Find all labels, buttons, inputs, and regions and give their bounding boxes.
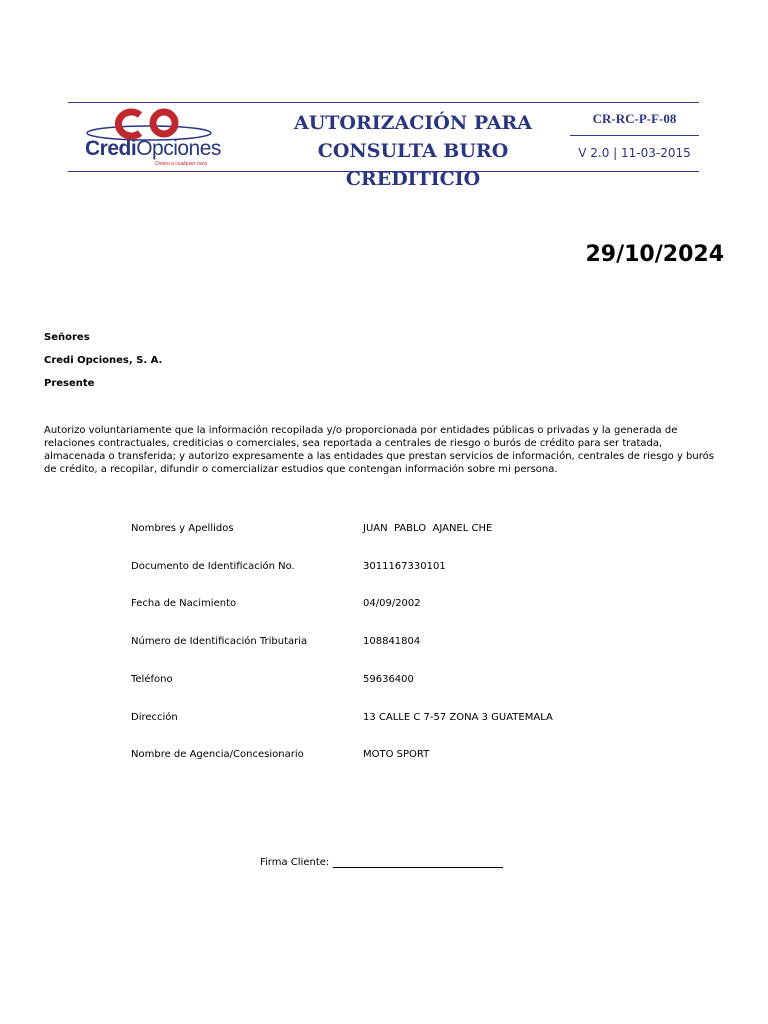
field-value: 13 CALLE C 7-57 ZONA 3 GUATEMALA [363, 712, 553, 723]
logo-wordmark [85, 137, 221, 161]
title-line-2: CONSULTA BURO CREDITICIO [317, 140, 509, 190]
document-code-box [570, 103, 699, 171]
field-value: 04/09/2002 [363, 598, 421, 609]
field-label: Número de Identificación Tributaria [131, 636, 308, 647]
field-label: Nombres y Apellidos [131, 523, 234, 534]
field-label: Dirección [131, 712, 178, 723]
title-line-1: AUTORIZACIÓN PARA [293, 112, 532, 134]
document-header [68, 102, 699, 190]
addressee-line-1: Señores [44, 332, 90, 343]
document-code: CR-RC-P-F-08 [592, 111, 677, 126]
document-date: 29/10/2024 [585, 242, 724, 267]
logo-credi-text: Credi [85, 137, 137, 160]
field-value: 59636400 [363, 674, 414, 685]
signature-line [333, 857, 503, 868]
logo-opciones-text: Opciones [136, 137, 221, 160]
addressee-line-3: Presente [44, 378, 95, 389]
field-label: Documento de Identificación No. [131, 561, 295, 572]
credi-opciones-logo [82, 107, 221, 169]
field-value: MOTO SPORT [363, 749, 430, 760]
document-version: V 2.0 | 11-03-2015 [578, 146, 691, 160]
field-label: Fecha de Nacimiento [131, 598, 237, 609]
field-label: Nombre de Agencia/Concesionario [131, 749, 304, 760]
addressee-line-2: Credi Opciones, S. A. [44, 355, 163, 366]
field-value: 3011167330101 [363, 561, 446, 572]
authorization-paragraph: Autorizo voluntariamente que la información recopilada y/o proporcionada por entidades públicas o privadas y la generada de relaciones contractuales, crediticias o comerciales, sea reportada a centrales de riesgo o burós de crédito para ser tratada, almacenada o transferida; y autorizo expresamente a las entidades que prestan servicios de información, centrales de riesgo y burós de crédito, a recopilar, difundir o comercializar estudios que contengan información sobre mi persona. [44, 425, 714, 475]
signature-label: Firma Cliente: [260, 857, 330, 868]
document-title [248, 109, 578, 193]
field-label: Teléfono [131, 674, 173, 685]
field-value: JUAN PABLO AJANEL CHE [363, 523, 493, 534]
client-signature [260, 857, 503, 868]
code-divider [570, 135, 699, 136]
logo-tagline: Dinero a cualquier hora [155, 161, 207, 167]
field-value: 108841804 [363, 636, 421, 647]
